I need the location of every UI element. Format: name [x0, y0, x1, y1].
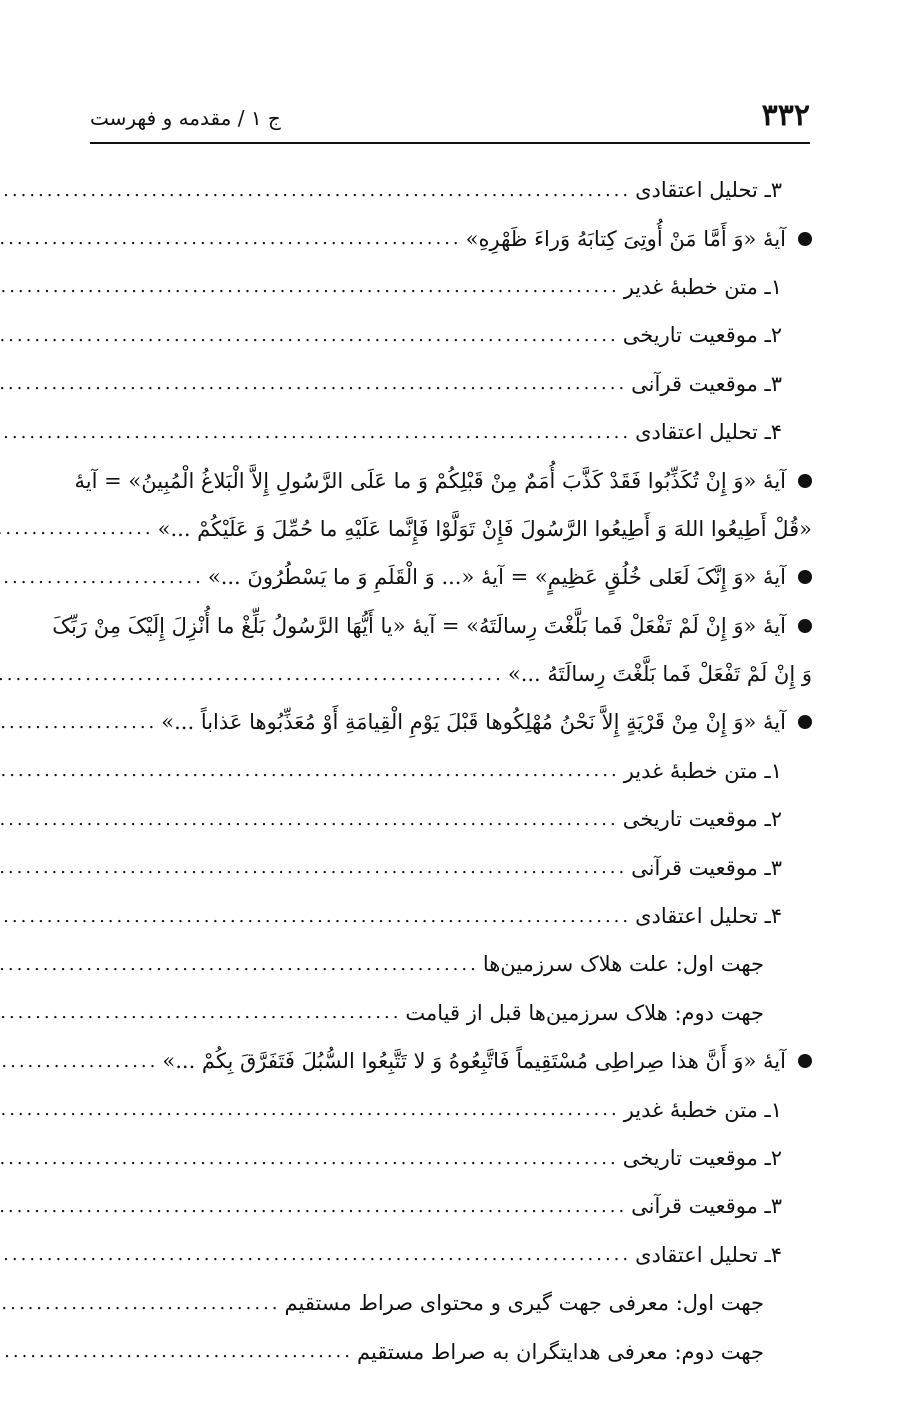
toc-entry[interactable]: [88, 1134, 812, 1182]
entry-title: جهت دوم: هلاک سرزمین‌ها قبل از قیامت: [405, 1000, 764, 1025]
entry-title: وَ إِنْ لَمْ تَفْعَلْ فَما بَلَّغْتَ رِسالَتَهُ ...»: [507, 662, 812, 687]
dot-leader: [0, 954, 479, 975]
bullet-icon: [798, 619, 812, 633]
toc-entry[interactable]: [88, 1231, 812, 1279]
running-title: ج ۱ / مقدمه و فهرست: [90, 106, 281, 130]
toc-entry[interactable]: [88, 1182, 812, 1230]
entry-title: ۴ـ تحلیل اعتقادی: [635, 420, 782, 445]
toc-entry[interactable]: [88, 747, 812, 795]
dot-leader: [0, 760, 620, 781]
toc-entry-verse[interactable]: [88, 214, 812, 262]
dot-leader: [0, 373, 627, 394]
entry-title: ۱ـ متن خطبهٔ غدیر: [623, 758, 782, 783]
dot-leader: [0, 276, 620, 297]
toc-entry[interactable]: [88, 166, 812, 214]
dot-leader: [0, 1196, 627, 1217]
entry-title: آیهٔ «وَ إِنْ مِنْ قَرْیَةٍ إِلاَّ نَحْنُ مُهْلِکُوها قَبْلَ یَوْمِ الْقِیامَةِ أَوْ مُعَذِّبُوها عَذاباً ...»: [161, 710, 786, 735]
entry-title: ۳ـ تحلیل اعتقادی: [635, 178, 782, 203]
bullet-icon: [798, 570, 812, 584]
entry-title: آیهٔ «وَ إِنَّکَ لَعَلی خُلُقٍ عَظِیمٍ» = آیهٔ «... وَ الْقَلَمِ وَ ما یَسْطُرُونَ ...»: [207, 565, 786, 590]
toc-entry[interactable]: [88, 1327, 812, 1375]
dot-leader: [0, 567, 204, 588]
dot-leader: [0, 1341, 353, 1362]
dot-leader: [0, 1002, 401, 1023]
entry-title: ۴ـ تحلیل اعتقادی: [635, 904, 782, 929]
entry-title: آیهٔ «وَ أَمَّا مَنْ أُوتِیَ کِتابَهُ وَراءَ ظَهْرِهِ»: [465, 226, 786, 251]
entry-title: ۳ـ موقعیت قرآنی: [631, 371, 782, 396]
header-rule: [90, 142, 810, 144]
dot-leader: [0, 1244, 631, 1265]
toc-entry-verse[interactable]: [88, 553, 812, 601]
entry-title: ۲ـ موقعیت تاریخی: [622, 807, 782, 832]
running-header: [90, 92, 810, 144]
toc-entry[interactable]: [88, 650, 812, 698]
dot-leader: [0, 1051, 158, 1072]
bullet-icon: [798, 1054, 812, 1068]
dot-leader: [0, 518, 154, 539]
entry-title: ۱ـ متن خطبهٔ غدیر: [623, 274, 782, 299]
dot-leader: [0, 809, 619, 830]
entry-title: ۲ـ موقعیت تاریخی: [622, 323, 782, 348]
entry-title: آیهٔ «وَ إِنْ لَمْ تَفْعَلْ فَما بَلَّغْتَ رِسالَتَهُ» = آیهٔ «یا أَیُّهَا الرَّسُولُ بَلِّغْ ما أُنْزِلَ إِلَیْکَ مِنْ رَبِّکَ: [52, 613, 786, 638]
dot-leader: [0, 664, 504, 685]
toc-entry[interactable]: [88, 940, 812, 988]
toc-entry[interactable]: [88, 360, 812, 408]
entry-title: «قُلْ أَطِیعُوا اللهَ وَ أَطِیعُوا الرَّسُولَ فَإِنْ تَوَلَّوْا فَإِنَّما عَلَیْهِ ما حُمِّلَ وَ عَلَیْکُمْ ...»: [157, 516, 812, 541]
toc-entry[interactable]: [88, 989, 812, 1037]
table-of-contents: [52, 166, 812, 1376]
dot-leader: [0, 325, 619, 346]
entry-title: جهت اول: معرفی جهت گیری و محتوای صراط مستقیم: [284, 1291, 764, 1316]
entry-title: آیهٔ «وَ أَنَّ هذا صِراطِی مُسْتَقِیماً فَاتَّبِعُوهُ وَ لا تَتَّبِعُوا السُّبُلَ فَتَفَرَّقَ بِکُمْ ...»: [162, 1049, 786, 1074]
entry-title: ۱ـ متن خطبهٔ غدیر: [623, 1097, 782, 1122]
toc-entry[interactable]: [88, 505, 812, 553]
toc-entry[interactable]: [88, 408, 812, 456]
dot-leader: [0, 228, 462, 249]
dot-leader: [0, 180, 631, 201]
entry-title: ۳ـ موقعیت قرآنی: [631, 855, 782, 880]
dot-leader: [0, 712, 157, 733]
toc-entry[interactable]: [88, 1279, 812, 1327]
entry-title: جهت دوم: معرفی هدایتگران به صراط مستقیم: [357, 1339, 764, 1364]
entry-title: آیهٔ «وَ إِنْ تُکَذِّبُوا فَقَدْ کَذَّبَ أُمَمٌ مِنْ قَبْلِکُمْ وَ ما عَلَی الرَّسُولِ إِلاَّ الْبَلاغُ الْمُبِینُ» = آیهٔ: [74, 468, 786, 493]
dot-leader: [0, 1293, 281, 1314]
toc-entry[interactable]: [88, 311, 812, 359]
page-number: ۳۳۲: [761, 98, 810, 133]
entry-title: جهت اول: علت هلاک سرزمین‌ها: [482, 952, 764, 977]
toc-entry-verse[interactable]: [88, 1037, 812, 1085]
dot-leader: [0, 906, 631, 927]
toc-entry-verse[interactable]: [52, 602, 812, 650]
bullet-icon: [798, 474, 812, 488]
toc-entry[interactable]: [88, 843, 812, 891]
dot-leader: [0, 422, 631, 443]
toc-entry[interactable]: [88, 263, 812, 311]
dot-leader: [0, 857, 627, 878]
entry-title: ۲ـ موقعیت تاریخی: [622, 1146, 782, 1170]
toc-entry[interactable]: [88, 1085, 812, 1133]
toc-entry-verse[interactable]: [74, 456, 812, 504]
entry-title: ۴ـ تحلیل اعتقادی: [635, 1242, 782, 1267]
bullet-icon: [798, 232, 812, 246]
toc-entry-verse[interactable]: [88, 698, 812, 746]
bullet-icon: [798, 715, 812, 729]
dot-leader: [0, 1099, 620, 1120]
dot-leader: [0, 1148, 619, 1169]
toc-entry[interactable]: [88, 795, 812, 843]
entry-title: ۳ـ موقعیت قرآنی: [631, 1194, 782, 1219]
toc-entry[interactable]: [88, 892, 812, 940]
